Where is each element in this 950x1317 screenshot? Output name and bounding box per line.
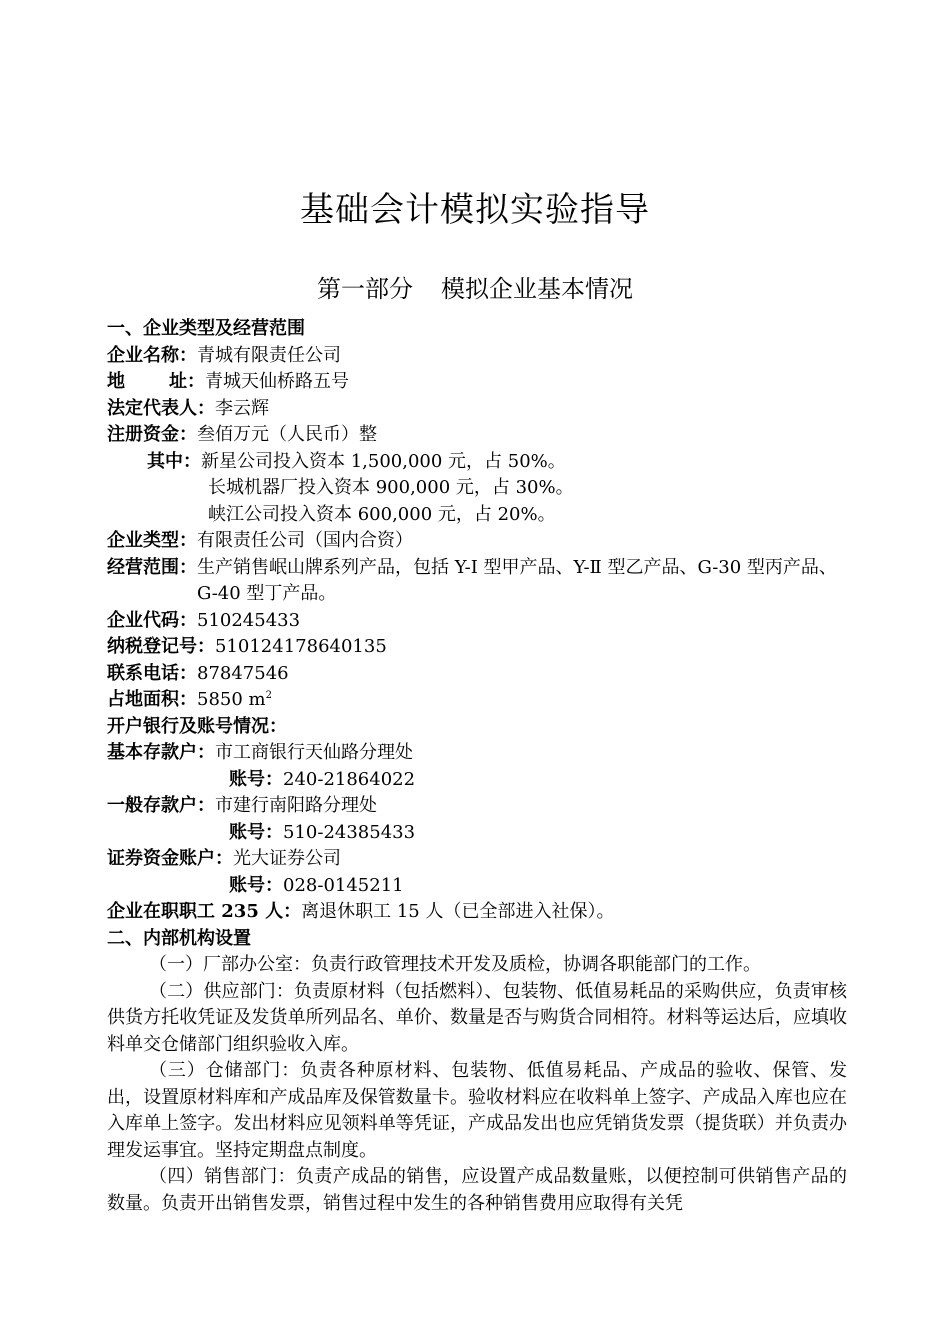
tax-id-line: [107, 634, 847, 661]
investor-line: [107, 449, 847, 476]
basic-account-number: 240-21864022: [283, 768, 416, 790]
securities-account-label: 证券资金账户：: [107, 848, 233, 869]
area-line: [107, 687, 847, 714]
account-label: 账号：: [229, 821, 283, 843]
account-label: 账号：: [229, 768, 283, 790]
staff-label: 企业在职职工 235 人：: [107, 901, 302, 922]
securities-account-number-line: [107, 873, 847, 900]
area-label: 占地面积：: [107, 689, 197, 710]
company-code-label: 企业代码：: [107, 609, 197, 631]
basic-account-label: 基本存款户：: [107, 742, 215, 763]
legal-rep-label: 法定代表人：: [107, 397, 215, 419]
address-label-b: 址：: [169, 371, 205, 392]
investor-item: 新星公司投入资本 1,500,000 元，占 50%。: [201, 450, 566, 472]
paragraph: （一）厂部办公室：负责行政管理技术开发及质检，协调各职能部门的工作。: [149, 954, 761, 975]
legal-rep-line: [107, 396, 847, 423]
basic-account-line: [107, 740, 847, 767]
securities-account-line: [107, 846, 847, 873]
part-title: [0, 272, 950, 306]
section-heading-1: 一、企业类型及经营范围: [107, 318, 305, 339]
company-type-line: [107, 528, 847, 555]
capital-label: 注册资金：: [107, 424, 197, 445]
paragraph: （四）销售部门：负责产成品的销售，应设置产成品数量账，以便控制可供销售产品的数量。负责开出销售发票，销售过程中发生的各种销售费用应取得有关凭: [107, 1166, 847, 1214]
bank-heading: 开户银行及账号情况：: [107, 715, 287, 737]
staff-line: [107, 899, 847, 926]
general-account-label: 一般存款户：: [107, 795, 215, 816]
paragraph: （三）仓储部门：负责各种原材料、包装物、低值易耗品、产成品的验收、保管、发出，设置原材料库和产成品库及保管数量卡。验收材料应在收料单上签字、产成品入库也应在入库单上签字。发出材料应见领料单等凭证，产成品发出也应凭销货发票（提货联）并负责办理发运事宜。坚持定期盘点制度。: [107, 1060, 847, 1161]
company-name-label: 企业名称：: [107, 344, 197, 366]
general-account-line: [107, 793, 847, 820]
area-superscript: 2: [265, 690, 272, 701]
document-body: [107, 316, 847, 1217]
phone-label: 联系电话：: [107, 662, 197, 684]
business-scope-label: 经营范围：: [107, 556, 197, 578]
basic-account-bank: 市工商银行天仙路分理处: [215, 742, 413, 763]
general-account-number: 510-24385433: [283, 821, 416, 843]
area-value: 5850 m: [197, 689, 266, 710]
business-scope-value: 生产销售岷山牌系列产品，包括 Y-I 型甲产品、Y-Ⅱ 型乙产品、G-30 型丙产品、G-40 型丁产品。: [197, 556, 837, 604]
company-code-line: [107, 608, 847, 635]
investor-item: 长城机器厂投入资本 900,000 元，占 30%。: [208, 477, 574, 498]
company-type-value: 有限责任公司（国内合资）: [197, 530, 413, 551]
company-type-label: 企业类型：: [107, 530, 197, 551]
address-line: [107, 369, 847, 396]
capital-line: [107, 422, 847, 449]
legal-rep-value: 李云辉: [215, 397, 269, 419]
capital-value: 叁佰万元（人民币）整: [197, 424, 377, 445]
among-label: 其中：: [147, 450, 201, 472]
company-code-value: 510245433: [197, 609, 301, 631]
business-scope-line: [107, 555, 847, 608]
document-title: 基础会计模拟实验指导: [300, 190, 650, 230]
phone-line: [107, 661, 847, 688]
part-number: 第一部分: [317, 275, 413, 303]
section-heading-2: 二、内部机构设置: [107, 927, 251, 949]
paragraph: （二）供应部门：负责原材料（包括燃料）、包装物、低值易耗品的采购供应，负责审核供货方托收凭证及发货单所列品名、单价、数量是否与购货合同相符。材料等运达后，应填收料单交仓储部门组织验收入库。: [107, 980, 847, 1055]
address-label-a: 地: [107, 371, 125, 392]
tax-id-value: 510124178640135: [215, 636, 387, 657]
account-label: 账号：: [229, 874, 283, 896]
investor-item: 峡江公司投入资本 600,000 元，占 20%。: [208, 503, 556, 525]
tax-id-label: 纳税登记号：: [107, 636, 215, 657]
staff-value: 离退休职工 15 人（已全部进入社保）。: [301, 901, 615, 922]
part-name: 模拟企业基本情况: [441, 275, 633, 303]
phone-value: 87847546: [197, 662, 289, 684]
general-account-number-line: [107, 820, 847, 847]
securities-account-number: 028-0145211: [283, 874, 404, 896]
address-value: 青城天仙桥路五号: [205, 371, 349, 392]
company-name-line: [107, 343, 847, 370]
company-name-value: 青城有限责任公司: [197, 344, 341, 366]
securities-account-company: 光大证券公司: [233, 848, 341, 869]
basic-account-number-line: [107, 767, 847, 794]
general-account-bank: 市建行南阳路分理处: [215, 795, 377, 816]
